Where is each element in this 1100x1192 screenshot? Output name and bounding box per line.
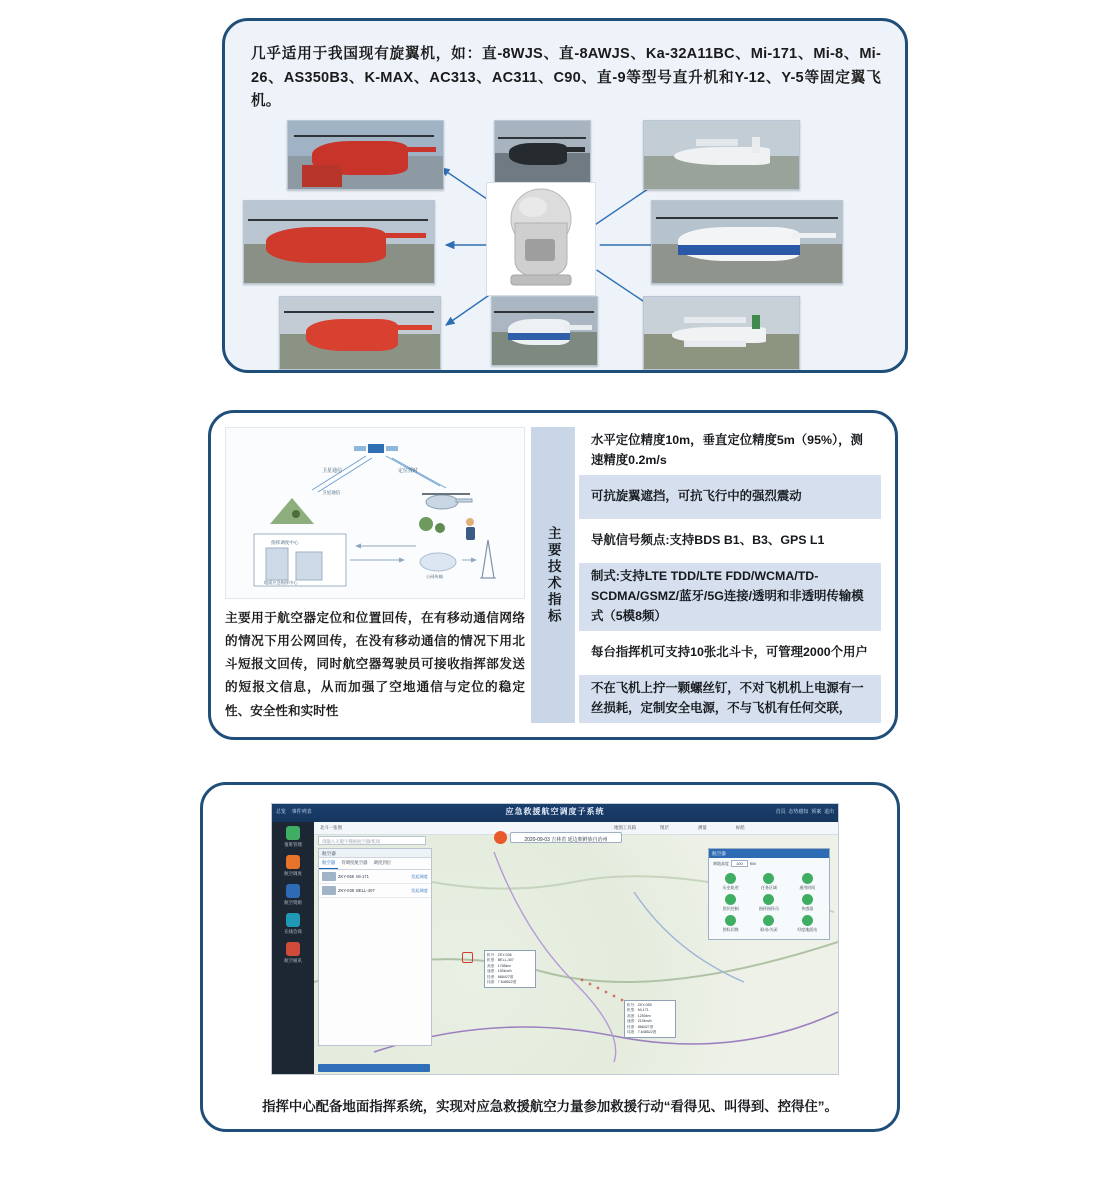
aircraft-model: Mi-171	[356, 874, 369, 879]
svg-text:卫星通信: 卫星通信	[322, 468, 343, 474]
toolbar-item-draw[interactable]: 标绘	[736, 825, 745, 830]
header-nav-home[interactable]: 首页	[775, 809, 786, 815]
tool-button[interactable]: 传感器	[790, 894, 825, 912]
technical-indicators-panel	[208, 410, 898, 740]
aircraft-tool-window[interactable]	[708, 848, 830, 940]
aircraft-code: ZKY-038	[338, 888, 355, 893]
tool-button[interactable]: 通用时间	[790, 873, 825, 891]
aircraft-list-panel[interactable]	[318, 848, 432, 1046]
tech-description: 主要用于航空器定位和位置回传，在有移动通信网络的情况下用公网回传，在没有移动通信的情况下用北斗短报文回传，同时航空器驾驶员可接收指挥部发送的短报文信息，从而加强了空地通信与定位的稳定性、安全性和实时性	[225, 610, 525, 718]
callout-line: 速度：210km/h	[627, 1019, 652, 1024]
header-nav-situation[interactable]: 态势感知	[788, 809, 809, 815]
product-render	[486, 182, 596, 296]
aircraft-thumbnail	[322, 872, 336, 881]
task-area-icon	[763, 873, 774, 884]
aircraft-code: ZKY-055	[338, 874, 355, 879]
photo-helicopter-blue-mid-right	[651, 200, 843, 284]
dispatch-icon	[286, 855, 300, 869]
tech-row: 每台指挥机可支持10张北斗卡，可管理2000个用户	[579, 631, 881, 675]
screenshot-sidebar[interactable]	[272, 822, 314, 1074]
tool-button[interactable]: 任务区域	[751, 873, 786, 891]
photo-biplane-bottom-right	[643, 296, 800, 370]
ground-station-icon	[802, 915, 813, 926]
commander-icon	[763, 894, 774, 905]
header-left-nav[interactable]	[276, 808, 312, 815]
aircraft-model: BELL-407	[356, 888, 375, 893]
dispatch-link[interactable]: 发起调度	[411, 887, 428, 893]
aircraft-compatibility-panel	[222, 18, 908, 373]
general-time-icon	[802, 873, 813, 884]
tech-label-text: 主要技术指标	[545, 525, 561, 625]
communication-link-diagram	[225, 427, 525, 599]
tool-button[interactable]: 经度地面站	[790, 915, 825, 933]
photo-helicopter-dark-top-center	[494, 120, 591, 184]
photo-helicopter-bottom-center	[491, 296, 598, 366]
toolbar-item-tools[interactable]: 地图工具箱	[614, 825, 636, 830]
header-right-nav[interactable]	[776, 808, 834, 815]
tech-label-block	[531, 427, 575, 723]
aircraft-callout	[624, 1000, 676, 1038]
tech-row: 可抗旋翼遮挡，可抗飞行中的强烈震动	[579, 475, 881, 519]
command-system-panel	[200, 782, 900, 1132]
header-nav-plan[interactable]: 预案	[811, 809, 822, 815]
tech-rows	[579, 427, 881, 723]
altitude-unit: KM	[749, 861, 756, 866]
callout-line: 经度：868427度	[487, 974, 514, 979]
tech-row: 不在飞机上拧一颗螺丝钉，不对飞机机上电源有一丝损耗，定制安全电源，不与飞机有任何交联，	[579, 675, 881, 723]
sidebar-item-label: 在线会商	[284, 929, 302, 934]
playback-button[interactable]	[494, 831, 507, 844]
sensor-icon	[802, 894, 813, 905]
svg-text:定位授时: 定位授时	[398, 468, 419, 474]
icon-switch-icon	[725, 915, 736, 926]
aircraft-panel-tabs[interactable]	[319, 858, 431, 870]
aircraft-callout	[484, 950, 536, 988]
callout-line: 机型：BELL-407	[487, 958, 514, 963]
tool-button[interactable]: 联动/关闭	[751, 915, 786, 933]
sidebar-item-label: 值班管理	[284, 842, 302, 847]
history-track-icon	[725, 873, 736, 884]
dispatch-link[interactable]: 发起调度	[411, 873, 428, 879]
callout-line: 高度：1785km	[487, 963, 511, 968]
tab-pending-dispatch[interactable]: 待调度航空器	[341, 860, 368, 865]
link-toggle-icon	[763, 915, 774, 926]
sidebar-item-resources[interactable]	[272, 884, 314, 906]
callout-line: 经度：868427度	[627, 1024, 654, 1029]
svg-text:地面应急指挥中心: 地面应急指挥中心	[264, 580, 298, 585]
altitude-control[interactable]	[709, 858, 829, 869]
header-nav-exit[interactable]: 退出	[823, 809, 834, 815]
altitude-label: 离地高度	[713, 860, 729, 866]
resources-icon	[286, 884, 300, 898]
map-marker-selected[interactable]	[462, 952, 473, 963]
tech-left-column	[225, 427, 525, 723]
svg-text:指挥调度中心: 指挥调度中心	[271, 540, 299, 545]
callout-line: 机号：ZKY-036	[487, 953, 512, 957]
screenshot-title: 应急救援航空调度子系统	[505, 807, 605, 816]
tech-row: 导航信号频点:支持BDS B1、B3、GPS L1	[579, 519, 881, 563]
system-screenshot	[271, 803, 839, 1075]
svg-text:公网传输: 公网传输	[426, 574, 443, 579]
aircraft-headline: 几乎适用于我国现有旋翼机，如：直-8WJS、直-8AWJS、Ka-32A11BC、Mi-171、Mi-8、Mi-26、AS350B3、K-MAX、AC313、AC311、C90、直-9等型号直升机和Y-12、Y-5等固定翼飞机。	[251, 46, 881, 110]
toolbar-item-layers[interactable]: 图层	[660, 825, 669, 830]
callout-line: 机型：Mi-171	[627, 1008, 649, 1013]
callout-line: 纬度：7.648522度	[627, 1029, 657, 1034]
tech-row: 制式:支持LTE TDD/LTE FDD/WCMA/TD-SCDMA/GSMZ/蓝牙/5G连接/透明和非透明传输模式（5模8频）	[579, 563, 881, 631]
header-nav-event-list[interactable]: 事件列表	[291, 809, 312, 815]
sidebar-item-label: 航空通讯	[284, 958, 302, 963]
header-nav-overview[interactable]: 总览	[276, 809, 287, 815]
aircraft-thumbnail	[322, 886, 336, 895]
sidebar-item-duty[interactable]	[272, 826, 314, 848]
date-location-display[interactable]: 2020-09-03 吉林省 延边朝鲜族自治州	[510, 832, 622, 843]
photo-helicopter-red-bottom-left	[279, 296, 441, 370]
aircraft-list-item[interactable]	[319, 870, 431, 884]
duty-icon	[286, 826, 300, 840]
layer-control-icon	[725, 894, 736, 905]
aircraft-list-item[interactable]	[319, 884, 431, 898]
search-input[interactable]: 请输入关键字搜索航空器/机场	[318, 836, 426, 845]
tool-button[interactable]: 图层控制	[713, 894, 748, 912]
altitude-value[interactable]: 100	[731, 860, 748, 867]
photo-helicopter-red-mid-left	[243, 200, 435, 284]
sidebar-item-label: 航空调度	[284, 871, 302, 876]
sidebar-item-label: 航空资源	[284, 900, 302, 905]
tool-window-title: 航空器	[709, 849, 829, 858]
aircraft-panel-title: 航空器	[319, 849, 431, 858]
tool-button[interactable]: 历史轨迹	[713, 873, 748, 891]
callout-line: 高度：1250km	[627, 1013, 651, 1018]
svg-text:卫星通信: 卫星通信	[322, 490, 341, 495]
tool-window-buttons[interactable]	[709, 869, 829, 937]
sidebar-item-comms[interactable]	[272, 942, 314, 964]
panel-footer-bar[interactable]	[318, 1064, 430, 1072]
conference-icon	[286, 913, 300, 927]
photo-fixedwing-top-right	[643, 120, 800, 190]
tool-button[interactable]: 指挥指挥员	[751, 894, 786, 912]
photo-helicopter-red-top-left	[287, 120, 444, 190]
tab-dispatched[interactable]: 调度到位	[373, 860, 392, 865]
comms-icon	[286, 942, 300, 956]
tech-row: 水平定位精度10m，垂直定位精度5m（95%），测速精度0.2m/s	[579, 427, 881, 475]
tab-aircraft[interactable]: 航空器	[319, 858, 338, 869]
sidebar-item-conference[interactable]	[272, 913, 314, 935]
sidebar-item-dispatch[interactable]	[272, 855, 314, 877]
aircraft-photo-collage	[243, 120, 887, 370]
callout-line: 纬度：7.648522度	[487, 979, 517, 984]
toolbar-item-measure[interactable]: 测量	[698, 825, 707, 830]
callout-line: 机号：ZKY-055	[627, 1003, 652, 1007]
toolbar-item-bdmap[interactable]: 北斗一张图	[320, 825, 342, 830]
system-caption: 指挥中心配备地面指挥系统，实现对应急救援航空力量参加救援行动“看得见、叫得到、控得住”。	[262, 1099, 838, 1114]
callout-line: 速度：150km/h	[487, 969, 512, 974]
tool-button[interactable]: 图标切换	[713, 915, 748, 933]
